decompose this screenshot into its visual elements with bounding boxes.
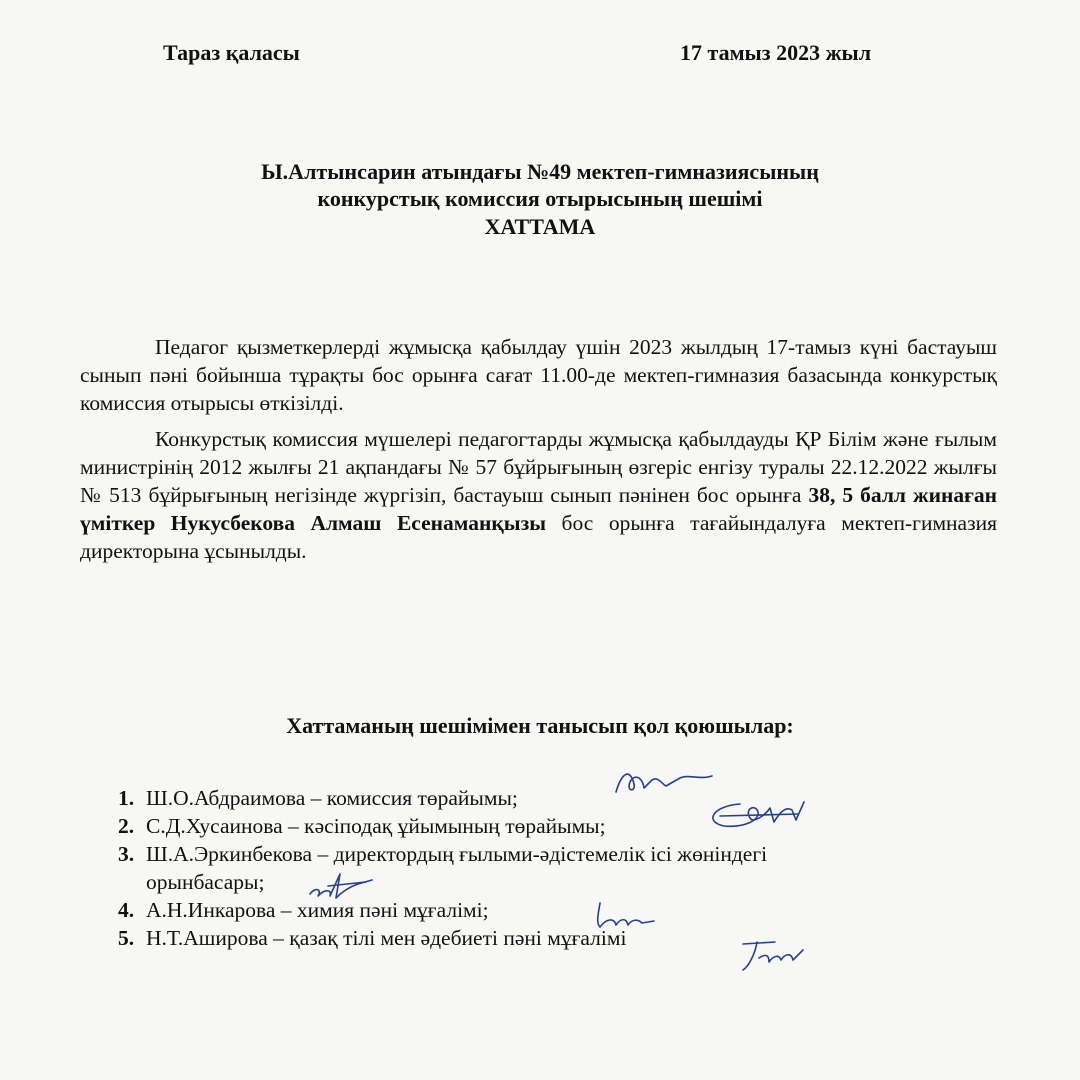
candidate-highlight: 38, 5 балл жинаған үміткер Нукусбекова Алмаш Есенаманқызы [80,483,997,535]
list-item-text: С.Д.Хусаинова – кәсіподақ ұйымының төрайымы; [146,814,606,838]
list-item [118,924,767,952]
title-line-1: Ы.Алтынсарин атындағы №49 мектеп-гимназиясының [261,159,819,184]
list-item-number: 1. [118,786,135,810]
list-item-text: Ш.А.Эркинбекова – директордың ғылыми-әдістемелік ісі жөніндегі [146,842,768,866]
title-line-2: конкурстық комиссия отырысының шешімі [317,186,763,211]
paragraph-2 [80,425,997,565]
list-item [118,840,767,896]
signature-2-icon [700,792,820,837]
list-item-number: 4. [118,898,135,922]
list-item-number: 3. [118,842,135,866]
list-item-number: 5. [118,926,135,950]
signature-3-icon [300,860,380,905]
paragraph-2-part-2: бос орынға тағайындалуға мектеп-гимназия директорына ұсынылды. [80,511,997,563]
list-item-text: А.Н.Инкарова – химия пәні мұғалімі; [146,898,489,922]
city-label: Тараз қаласы [163,40,300,65]
date-label: 17 тамыз 2023 жыл [680,40,872,65]
list-item [118,812,767,840]
signers-list [118,784,767,952]
signature-4-icon [588,895,668,935]
list-item-continuation: орынбасары; [146,870,265,894]
paragraph-1: Педагог қызметкерлерді жұмысқа қабылдау үшін 2023 жылдың 17-тамыз күні бастауыш сынып пәні бойынша тұрақты бос орынға сағат 11.00-де мектеп-гимназия базасында конкурстық комиссия отырысы өткізілді. [80,335,997,415]
list-item [118,896,767,924]
document-title: ХАТТАМА [484,214,596,239]
signature-5-icon [735,932,815,977]
list-item-text: Н.Т.Аширова – қазақ тілі мен әдебиеті пәні мұғалімі [146,926,627,950]
list-item-text: Ш.О.Абдраимова – комиссия төрайымы; [146,786,518,810]
list-item-number: 2. [118,814,135,838]
signers-heading: Хаттаманың шешімімен танысып қол қоюшылар: [286,713,794,738]
paragraph-2-part-1: Конкурстық комиссия мүшелері педагогтарды жұмысқа қабылдауды ҚР Білім және ғылым министрінің 2012 жылғы 21 ақпандағы № 57 бұйрығының өзгеріс енгізу туралы 22.12.2022 жылғы № 513 бұйрығының негізінде жүргізіп, бастауыш сынып пәнінен бос орынға [80,427,997,507]
